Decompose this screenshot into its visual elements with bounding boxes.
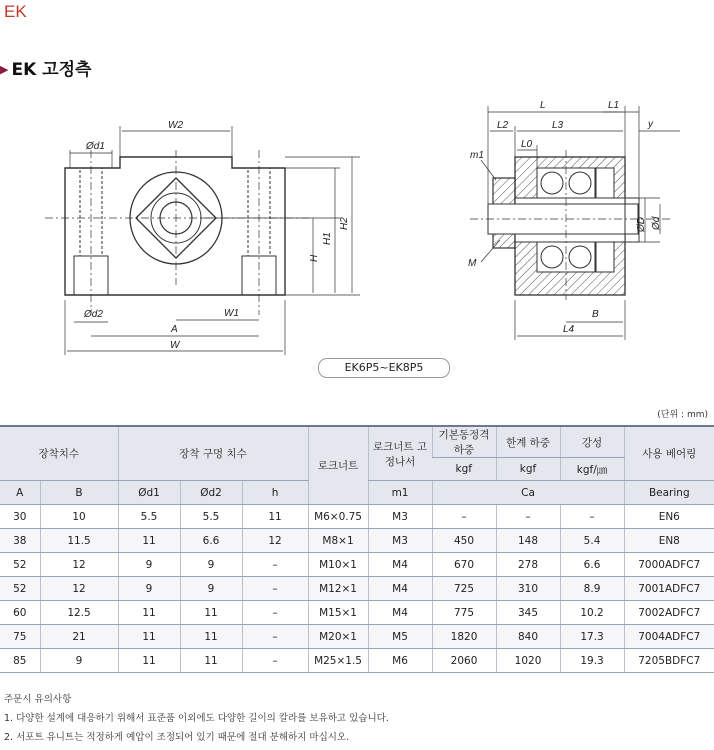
table-cell: EN6 xyxy=(624,505,714,529)
label-d2: Ød2 xyxy=(84,309,103,320)
table-cell: – xyxy=(242,601,308,625)
table-cell: 7205BDFC7 xyxy=(624,649,714,673)
table-row xyxy=(0,553,714,577)
table-cell: 7004ADFC7 xyxy=(624,625,714,649)
col-m1: m1 xyxy=(368,481,432,505)
label-l4: L4 xyxy=(563,324,575,335)
table-cell: 19.3 xyxy=(560,649,624,673)
table-cell: 11.5 xyxy=(40,529,118,553)
table-cell: – xyxy=(432,505,496,529)
table-cell: 10 xyxy=(40,505,118,529)
col-b: B xyxy=(40,481,118,505)
table-cell: 11 xyxy=(118,601,180,625)
table-row xyxy=(0,529,714,553)
table-cell: 60 xyxy=(0,601,40,625)
table-cell: 6.6 xyxy=(560,553,624,577)
table-cell: 11 xyxy=(118,625,180,649)
label-b: B xyxy=(592,309,599,320)
label-l2: L2 xyxy=(497,120,509,131)
unit-load: kgf xyxy=(432,458,496,481)
table-row xyxy=(0,505,714,529)
table-cell: 8.9 xyxy=(560,577,624,601)
unit-stiffness: kgf/㎛ xyxy=(560,458,624,481)
spec-table xyxy=(0,425,714,673)
table-cell: 12 xyxy=(40,577,118,601)
table-cell: 38 xyxy=(0,529,40,553)
table-cell: 840 xyxy=(496,625,560,649)
table-cell: M10×1 xyxy=(308,553,368,577)
label-a: A xyxy=(171,324,178,335)
table-cell: 9 xyxy=(180,553,242,577)
table-cell: 1820 xyxy=(432,625,496,649)
table-cell: 775 xyxy=(432,601,496,625)
table-cell: 85 xyxy=(0,649,40,673)
group-header-locknut: 로크너트 xyxy=(308,426,368,505)
table-cell: M6 xyxy=(368,649,432,673)
table-cell: 52 xyxy=(0,553,40,577)
table-cell: 450 xyxy=(432,529,496,553)
table-cell: M15×1 xyxy=(308,601,368,625)
table-cell: 11 xyxy=(118,649,180,673)
table-cell: – xyxy=(496,505,560,529)
table-cell: 11 xyxy=(180,601,242,625)
brand-logo-text: EK xyxy=(4,2,27,21)
table-row xyxy=(0,577,714,601)
table-cell: M5 xyxy=(368,625,432,649)
group-header-setscrew: 로크너트 고정나서 xyxy=(368,426,432,481)
table-cell: M4 xyxy=(368,553,432,577)
table-row xyxy=(0,649,714,673)
label-d: Ød xyxy=(651,216,662,230)
label-l: L xyxy=(540,100,546,111)
table-cell: 7000ADFC7 xyxy=(624,553,714,577)
group-header-stiffness: 강성 xyxy=(560,426,624,458)
table-cell: M25×1.5 xyxy=(308,649,368,673)
label-y: y xyxy=(648,119,653,130)
table-cell: M4 xyxy=(368,577,432,601)
block-outline xyxy=(65,157,285,295)
note-item: 1. 다양한 설계에 대응하기 위해서 표준품 이외에도 다양한 길이의 칼라를 보유하고 있습니다. xyxy=(4,713,389,724)
table-cell: 21 xyxy=(40,625,118,649)
table-cell: M20×1 xyxy=(308,625,368,649)
label-w2: W2 xyxy=(168,120,183,131)
table-cell: 2060 xyxy=(432,649,496,673)
table-cell: 11 xyxy=(180,649,242,673)
label-l1: L1 xyxy=(608,100,620,111)
table-cell: M6×0.75 xyxy=(308,505,368,529)
group-header-holes: 장착 구멍 치수 xyxy=(118,426,308,481)
table-cell: 10.2 xyxy=(560,601,624,625)
triangle-bullet-icon: ▶ xyxy=(0,63,9,76)
table-cell: – xyxy=(560,505,624,529)
col-h: h xyxy=(242,481,308,505)
label-d1: Ød1 xyxy=(86,141,105,152)
label-m: M xyxy=(468,258,477,269)
table-cell: 11 xyxy=(118,529,180,553)
table-cell: 11 xyxy=(242,505,308,529)
group-header-bearing: 사용 베어링 xyxy=(624,426,714,481)
table-cell: M4 xyxy=(368,601,432,625)
table-cell: M12×1 xyxy=(308,577,368,601)
label-w: W xyxy=(170,340,180,351)
label-l0: L0 xyxy=(521,139,533,150)
table-cell: 9 xyxy=(118,553,180,577)
table-cell: – xyxy=(242,649,308,673)
table-cell: 278 xyxy=(496,553,560,577)
unit-limit: kgf xyxy=(496,458,560,481)
table-cell: M3 xyxy=(368,505,432,529)
table-cell: 1020 xyxy=(496,649,560,673)
technical-drawing xyxy=(0,90,714,390)
table-cell: 7001ADFC7 xyxy=(624,577,714,601)
table-cell: M8×1 xyxy=(308,529,368,553)
label-D: ØD xyxy=(636,217,647,232)
label-l3: L3 xyxy=(552,120,564,131)
table-cell: 9 xyxy=(118,577,180,601)
order-notes xyxy=(4,690,389,747)
table-cell: 310 xyxy=(496,577,560,601)
col-ca: Ca xyxy=(432,481,624,505)
label-h2: H2 xyxy=(339,217,350,230)
col-bearing: Bearing xyxy=(624,481,714,505)
table-cell: 9 xyxy=(40,649,118,673)
table-cell: 148 xyxy=(496,529,560,553)
table-cell: 345 xyxy=(496,601,560,625)
table-cell: 11 xyxy=(180,625,242,649)
table-cell: 6.6 xyxy=(180,529,242,553)
table-cell: 5.5 xyxy=(180,505,242,529)
model-range-badge: EK6P5~EK8P5 xyxy=(318,358,450,378)
table-cell: 75 xyxy=(0,625,40,649)
table-row xyxy=(0,625,714,649)
table-cell: 17.3 xyxy=(560,625,624,649)
table-cell: – xyxy=(242,577,308,601)
table-cell: 12.5 xyxy=(40,601,118,625)
table-cell: EN8 xyxy=(624,529,714,553)
label-h1: H1 xyxy=(322,232,333,245)
page-title-text: EK 고정측 xyxy=(11,60,92,80)
table-cell: 30 xyxy=(0,505,40,529)
label-m1: m1 xyxy=(470,150,484,161)
table-cell: 12 xyxy=(242,529,308,553)
group-header-mount: 장착치수 xyxy=(0,426,118,481)
table-cell: – xyxy=(242,625,308,649)
table-cell: 5.5 xyxy=(118,505,180,529)
table-cell: M3 xyxy=(368,529,432,553)
col-d2: Ød2 xyxy=(180,481,242,505)
group-header-limit: 한계 하중 xyxy=(496,426,560,458)
table-cell: 5.4 xyxy=(560,529,624,553)
group-header-load: 기본동정격 하중 xyxy=(432,426,496,458)
note-item: 2. 서포트 유니트는 적정하게 예압이 조정되어 있기 때문에 절대 분해하지 마십시오. xyxy=(4,732,350,743)
table-cell: 670 xyxy=(432,553,496,577)
table-cell: – xyxy=(242,553,308,577)
table-cell: 52 xyxy=(0,577,40,601)
table-row xyxy=(0,601,714,625)
col-a: A xyxy=(0,481,40,505)
table-cell: 7002ADFC7 xyxy=(624,601,714,625)
page-title xyxy=(0,55,91,80)
table-cell: 12 xyxy=(40,553,118,577)
unit-note: (단위 : mm) xyxy=(657,410,708,420)
label-w1: W1 xyxy=(224,308,239,319)
table-cell: 725 xyxy=(432,577,496,601)
col-d1: Ød1 xyxy=(118,481,180,505)
label-h: H xyxy=(309,254,320,262)
table-cell: 9 xyxy=(180,577,242,601)
notes-heading: 주문시 유의사항 xyxy=(4,694,72,705)
